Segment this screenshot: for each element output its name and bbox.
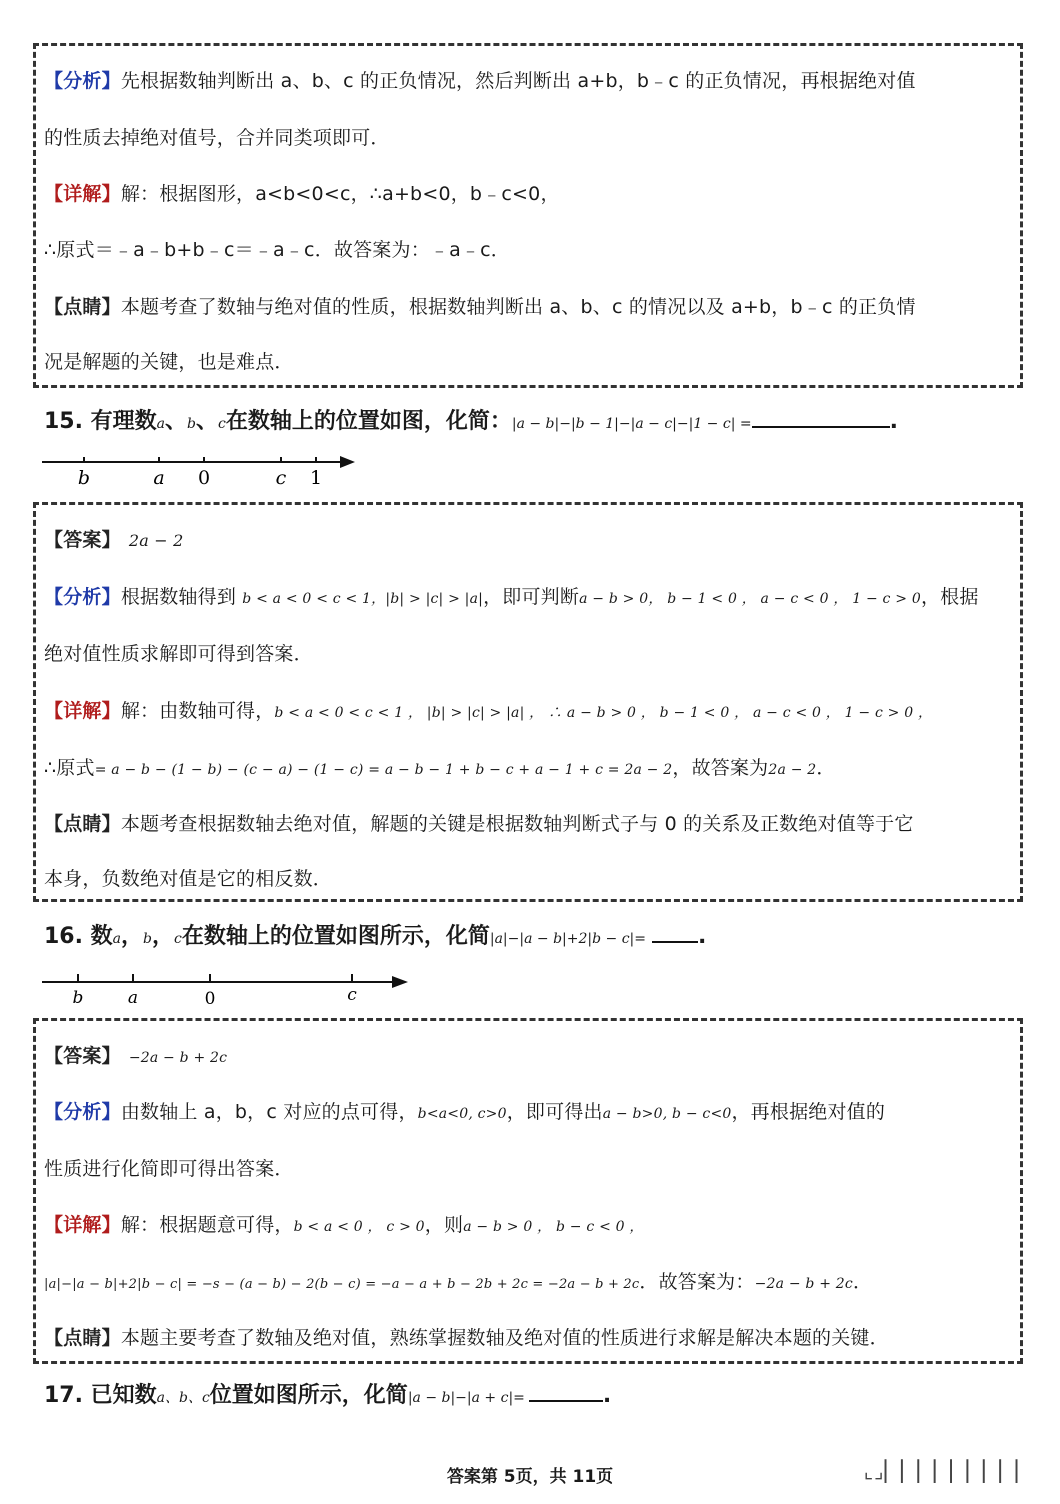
q16-expression: |a|−|a − b|+2|b − c|= <box>489 931 646 947</box>
detail-line-2 <box>44 1267 1012 1294</box>
point-text-1: 本题考查根据数轴去绝对值，解题的关键是根据数轴判断式子与 0 的关系及正数绝对值等于它 <box>120 813 914 835</box>
q16-answer-blank[interactable] <box>652 941 698 943</box>
detail-math-1: b < a < 0 ， c > 0 <box>293 1219 425 1235</box>
answer-line <box>44 525 1012 552</box>
q15-text: 在数轴上的位置如图，化简： <box>225 409 512 434</box>
analysis-tag: 【分析】 <box>44 1101 121 1123</box>
detail-math-1: b < a < 0 < c < 1 ， |b| > |c| > |a| ， ∴ a − b > 0 ， b − 1 < 0 ， a − c < 0 ， 1 − c > 0 ， <box>274 705 933 721</box>
answer-value: −2a − b + 2c <box>128 1050 228 1066</box>
point-line-2: 况是解题的关键，也是难点． <box>44 351 294 373</box>
analysis-line-2: 的性质去掉绝对值号，合并同类项即可． <box>44 127 390 149</box>
q16-text: 在数轴上的位置如图所示，化简 <box>181 924 490 949</box>
point-tag: 【点睛】 <box>44 296 121 318</box>
q15-sep-2: 、 <box>195 409 218 434</box>
question-17 <box>44 1378 611 1409</box>
page-edge-marks: ⌞⌟▏▏▏▏▏▏▏▏▏ <box>863 1459 1032 1483</box>
page-footer: 答案第 5页，共 11页 <box>446 1467 614 1487</box>
detail-math-2: = a − b − (1 − b) − (c − a) − (1 − c) = a − b − 1 + b − c + a − 1 + c = 2a − 2 <box>94 762 673 778</box>
q17-end: . <box>602 1383 612 1408</box>
analysis-text-1: 先根据数轴判断出 a、b、c 的正负情况，然后判断出 a+b，b﹣c 的正负情况，再根据绝对值 <box>120 70 916 92</box>
detail-answer: 2a − 2 <box>768 762 817 778</box>
detail-line-1 <box>44 179 1012 206</box>
detail-tag: 【详解】 <box>44 183 121 205</box>
q16-prefix: 16. 数 <box>44 924 113 949</box>
point-text-1: 本题主要考查了数轴及绝对值，熟练掌握数轴及绝对值的性质进行求解是解决本题的关键． <box>120 1327 889 1349</box>
detail-text-c: ，故答案为 <box>672 757 769 779</box>
detail-text-a: 解：由数轴可得， <box>120 700 275 722</box>
axis-label-b: b <box>72 988 84 1008</box>
point-text-1: 本题考查了数轴与绝对值的性质，根据数轴判断出 a、b、c 的情况以及 a+b，b﹣c 的正负情 <box>120 296 916 318</box>
q16-var-b: b <box>143 931 152 947</box>
analysis-text-c: ，再根据绝对值的 <box>731 1101 886 1123</box>
analysis-line-2: 性质进行化简即可得出答案． <box>44 1158 294 1180</box>
axis-arrow-16 <box>392 976 408 988</box>
detail-end: ． <box>816 757 836 779</box>
q15-answer-blank[interactable] <box>752 426 890 428</box>
axis-label-0: 0 <box>197 467 211 489</box>
answer-value: 2a − 2 <box>128 531 184 550</box>
analysis-line-2: 绝对值性质求解即可得到答案． <box>44 643 313 665</box>
solution-box-16 <box>33 1018 1023 1364</box>
point-line-2: 本身，负数绝对值是它的相反数． <box>44 868 333 890</box>
axis-label-c: c <box>275 467 287 489</box>
q15-prefix: 15. 有理数 <box>44 409 157 434</box>
answer-line <box>44 1041 1012 1068</box>
q15-end: . <box>889 409 898 434</box>
axis-arrow-15 <box>340 456 355 468</box>
solution-box-15 <box>33 502 1023 902</box>
analysis-tag: 【分析】 <box>44 586 121 608</box>
detail-math-3: |a|−|a − b|+2|b − c| = −s − (a − b) − 2(b − c) = −a − a + b − 2b + 2c = −2a − b + 2c <box>44 1277 640 1292</box>
axis-label-1: 1 <box>309 467 323 489</box>
analysis-line-1 <box>44 582 1012 609</box>
q17-expression: |a − b|−|a + c|= <box>407 1390 525 1406</box>
number-line-16 <box>40 968 420 1012</box>
detail-math-2: a − b > 0 ， b − c < 0 ， <box>463 1219 644 1235</box>
question-15 <box>44 404 898 435</box>
answer-tag: 【答案】 <box>44 529 121 551</box>
point-tag: 【点睛】 <box>44 813 121 835</box>
axis-label-c: c <box>347 985 357 1005</box>
analysis-text-b: ，即可判断 <box>483 586 580 608</box>
detail-text-1: 解：根据图形，a<b<0<c，∴a+b<0，b﹣c<0， <box>120 183 560 205</box>
analysis-text-a: 根据数轴得到 <box>120 586 237 608</box>
detail-line-2: ∴原式＝﹣a﹣b+b﹣c＝﹣a﹣c．故答案为：﹣a﹣c． <box>44 239 510 261</box>
analysis-line-1 <box>44 66 1012 93</box>
q15-sep-1: 、 <box>165 409 188 434</box>
analysis-math-2: a − b>0, b − c<0 <box>602 1106 732 1122</box>
solution-box-14 <box>33 43 1023 388</box>
detail-line-1 <box>44 1210 1012 1237</box>
detail-text-b: ∴原式 <box>44 757 95 779</box>
q15-var-b: b <box>187 416 196 432</box>
point-tag: 【点睛】 <box>44 1327 121 1349</box>
detail-text-b: ，则 <box>424 1214 464 1236</box>
question-16 <box>44 919 706 950</box>
analysis-math-1: b < a < 0 < c < 1，|b| > |c| > |a| <box>242 591 484 607</box>
q17-answer-blank[interactable] <box>529 1400 603 1402</box>
point-line-1 <box>44 292 1012 319</box>
q16-var-c: c <box>174 931 182 947</box>
axis-label-a: a <box>153 467 165 489</box>
q16-sep-1: ， <box>121 924 144 949</box>
analysis-text-a: 由数轴上 a，b，c 对应的点可得， <box>120 1101 418 1123</box>
analysis-text-c: ，根据 <box>920 586 979 608</box>
q17-vars: a、b、c <box>156 1390 210 1406</box>
analysis-text-b: ，即可得出 <box>506 1101 603 1123</box>
detail-text-a: 解：根据题意可得， <box>120 1214 294 1236</box>
analysis-math-2: a − b > 0， b − 1 < 0 ， a − c < 0 ， 1 − c > 0 <box>579 591 921 607</box>
q15-var-a: a <box>156 416 165 432</box>
detail-answer: −2a − b + 2c <box>754 1276 853 1292</box>
q17-text: 位置如图所示，化简 <box>209 1383 408 1408</box>
detail-end: ． <box>852 1271 873 1293</box>
q15-var-c: c <box>218 416 226 432</box>
detail-tag: 【详解】 <box>44 1214 121 1236</box>
axis-label-a: a <box>127 988 139 1008</box>
axis-label-0: 0 <box>204 989 216 1009</box>
detail-line-1 <box>44 696 1012 723</box>
number-line-15 <box>40 448 370 492</box>
axis-label-b: b <box>77 467 91 489</box>
answer-tag: 【答案】 <box>44 1045 121 1067</box>
analysis-math-1: b<a<0, c>0 <box>417 1106 507 1122</box>
q16-sep-2: ， <box>151 924 174 949</box>
analysis-line-1 <box>44 1097 1012 1124</box>
q15-expression: |a − b|−|b − 1|−|a − c|−|1 − c| = <box>511 416 752 432</box>
detail-tag: 【详解】 <box>44 700 121 722</box>
analysis-tag: 【分析】 <box>44 70 121 92</box>
point-line-1 <box>44 809 1012 836</box>
detail-line-2 <box>44 753 1012 780</box>
q16-end: . <box>697 924 707 949</box>
detail-text-c: ．故答案为： <box>639 1271 755 1293</box>
q17-prefix: 17. 已知数 <box>44 1383 157 1408</box>
q16-var-a: a <box>112 931 121 947</box>
point-line-1 <box>44 1323 1012 1350</box>
